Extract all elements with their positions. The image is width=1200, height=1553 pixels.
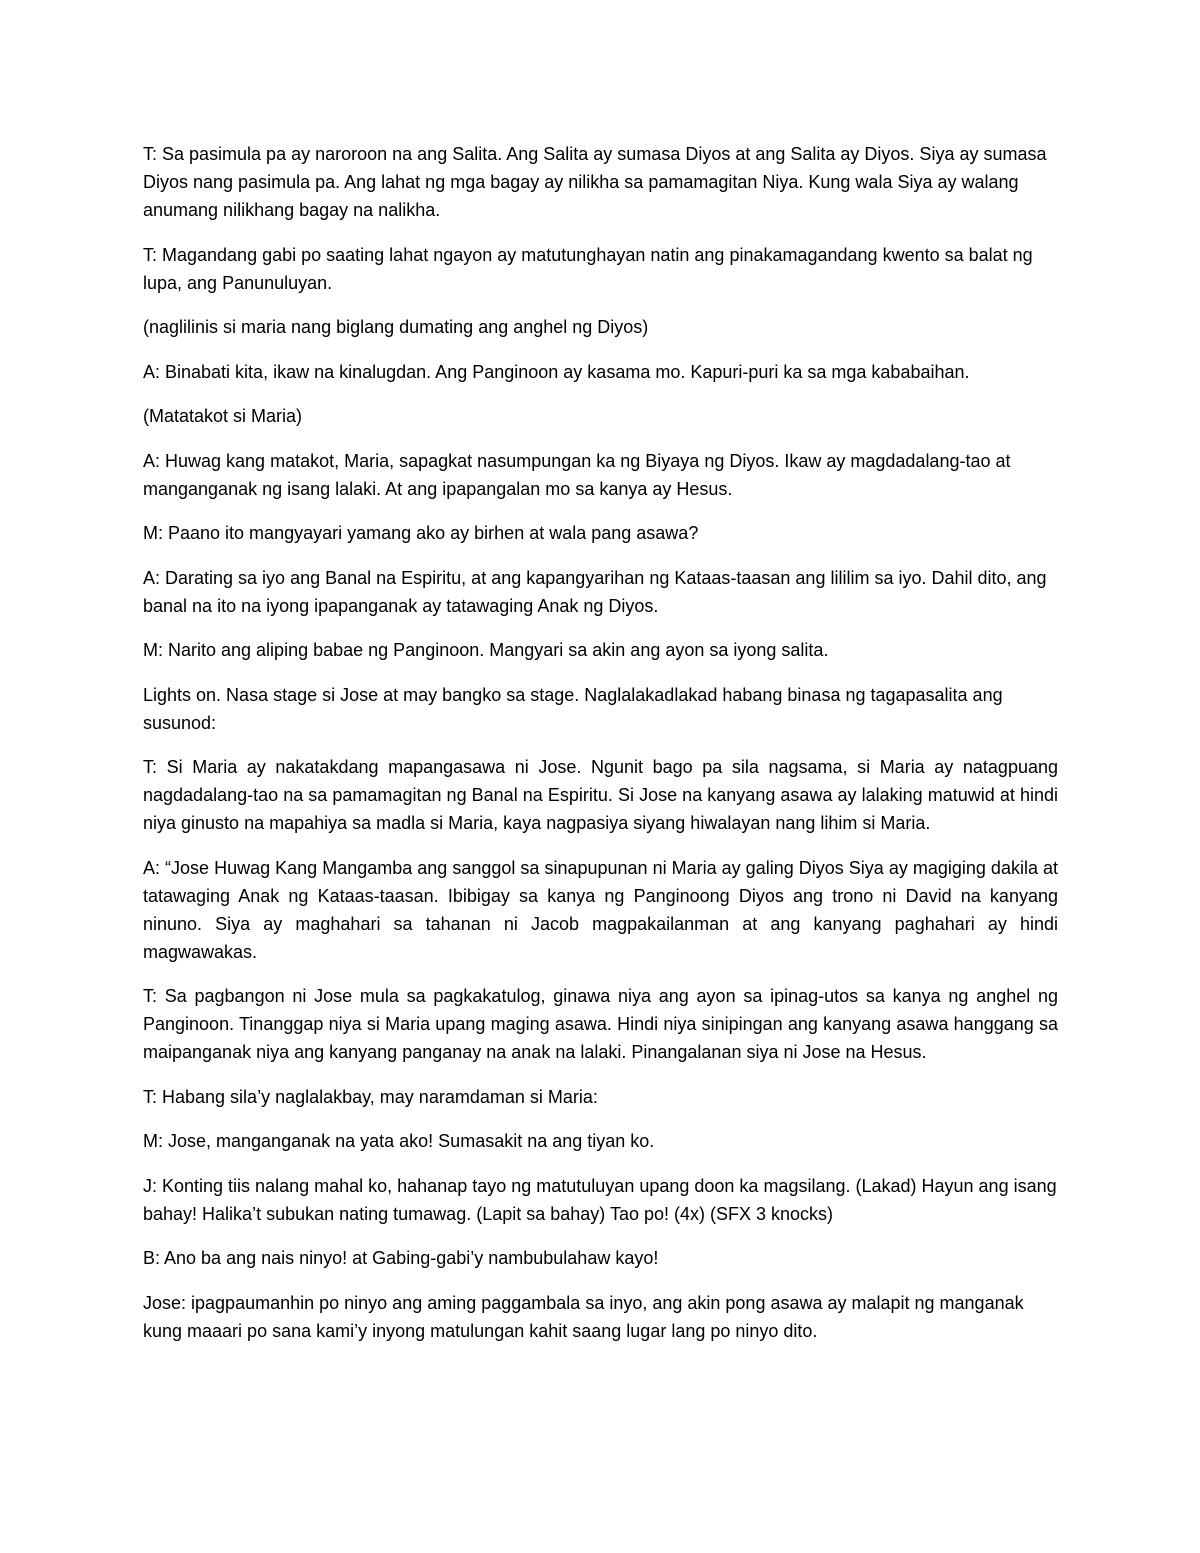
paragraph: T: Magandang gabi po saating lahat ngayon ay matutunghayan natin ang pinakamagandang kwento sa balat ng lupa, ang Panunuluyan. bbox=[143, 244, 1033, 293]
paragraph: A: Huwag kang matakot, Maria, sapagkat nasumpungan ka ng Biyaya ng Diyos. Ikaw ay magdadalang-tao at manganganak ng isang lalaki. At ang ipapangalan mo sa kanya ay Hesus. bbox=[143, 450, 1011, 499]
document-body bbox=[143, 140, 1058, 1361]
paragraph: M: Jose, manganganak na yata ako! Sumasakit na ang tiyan ko. bbox=[143, 1131, 655, 1151]
paragraph: M: Narito ang aliping babae ng Panginoon. Mangyari sa akin ang ayon sa iyong salita. bbox=[143, 640, 829, 660]
paragraph: T: Si Maria ay nakatakdang mapangasawa ni Jose. Ngunit bago pa sila nagsama, si Maria ay natagpuang nagdadalang-tao na sa pamamagitan ng Banal na Espiritu. Si Jose na kanyang asawa ay lalaking matuwid at hindi niya ginusto na mapahiya sa madla si Maria, kaya nagpasiya siyang hiwalayan nang lihim si Maria. bbox=[143, 757, 1058, 833]
paragraph: Jose: ipagpaumanhin po ninyo ang aming paggambala sa inyo, ang akin pong asawa ay malapit ng manganak kung maaari po sana kami’y inyong matulungan kahit saang lugar lang po ninyo dito. bbox=[143, 1292, 1024, 1341]
paragraph: T: Sa pasimula pa ay naroroon na ang Salita. Ang Salita ay sumasa Diyos at ang Salita ay Diyos. Siya ay sumasa Diyos nang pasimula pa. Ang lahat ng mga bagay ay nilikha sa pamamagitan Niya. Kung wala Siya ay walang anumang nilikhang bagay na nalikha. bbox=[143, 144, 1047, 220]
stage-direction: (naglilinis si maria nang biglang dumating ang anghel ng Diyos) bbox=[143, 317, 649, 337]
paragraph: A: Binabati kita, ikaw na kinalugdan. Ang Panginoon ay kasama mo. Kapuri-puri ka sa mga kababaihan. bbox=[143, 361, 970, 382]
paragraph: T: Sa pagbangon ni Jose mula sa pagkakatulog, ginawa niya ang ayon sa ipinag-utos sa kanya ng anghel ng Panginoon. Tinanggap niya si Maria upang maging asawa. Hindi niya sinipingan ang kanyang asawa hanggang sa maipanganak niya ang kanyang panganay na anak na lalaki. Pinangalanan siya ni Jose na Hesus. bbox=[143, 986, 1058, 1062]
stage-direction: (Matatakot si Maria) bbox=[143, 406, 303, 426]
paragraph: A: “Jose Huwag Kang Mangamba ang sanggol sa sinapupunan ni Maria ay galing Diyos Siya ay magiging dakila at tatawaging Anak ng Kataas-taasan. Ibibigay sa kanya ng Panginoong Diyos ang trono ni David na kanyang ninuno. Siya ay maghahari sa tahanan ni Jacob magpakailanman at ang kanyang paghahari ay hindi magwawakas. bbox=[143, 857, 1058, 962]
stage-direction: Lights on. Nasa stage si Jose at may bangko sa stage. Naglalakadlakad habang binasa ng tagapasalita ang susunod: bbox=[143, 684, 1003, 733]
paragraph: J: Konting tiis nalang mahal ko, hahanap tayo ng matutuluyan upang doon ka magsilang. (Lakad) Hayun ang isang bahay! Halika’t subukan nating tumawag. (Lapit sa bahay) Tao po! (4x) (SFX 3 knocks) bbox=[143, 1175, 1057, 1224]
paragraph: A: Darating sa iyo ang Banal na Espiritu, at ang kapangyarihan ng Kataas-taasan ang lililim sa iyo. Dahil dito, ang banal na ito na iyong ipapanganak ay tatawaging Anak ng Diyos. bbox=[143, 567, 1047, 616]
paragraph: T: Habang sila’y naglalakbay, may naramdaman si Maria: bbox=[143, 1086, 598, 1107]
paragraph: B: Ano ba ang nais ninyo! at Gabing-gabi’y nambubulahaw kayo! bbox=[143, 1248, 659, 1268]
paragraph: M: Paano ito mangyayari yamang ako ay birhen at wala pang asawa? bbox=[143, 523, 699, 543]
